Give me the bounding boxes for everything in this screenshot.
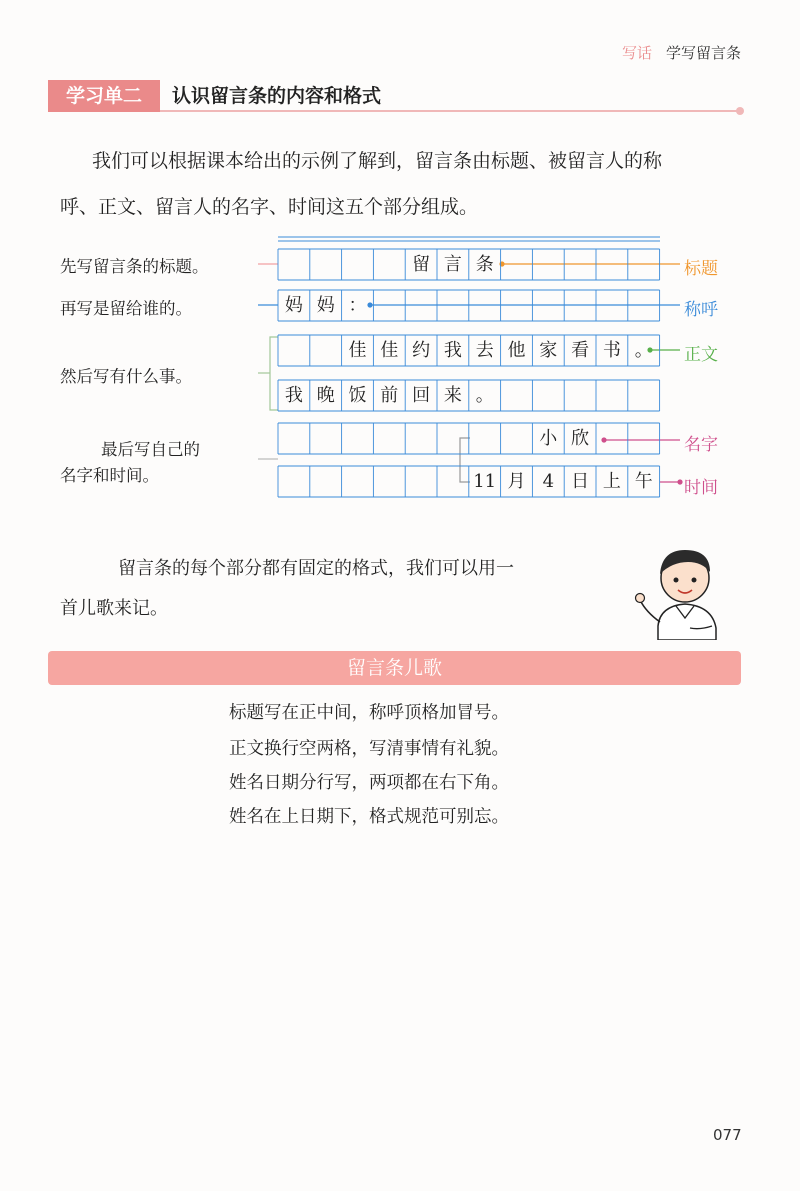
grid-cells [0,0,800,560]
note-title-step: 先写留言条的标题。 [60,257,209,276]
grid-cell: 佳 [380,340,399,361]
grid-cell: 小 [539,428,558,449]
note-salutation-step: 再写是留给谁的。 [60,299,192,318]
grid-cell: 饭 [348,385,367,406]
grid-cell: 留 [412,254,431,275]
note-end-step-line-2: 名字和时间。 [60,466,159,485]
label-name: 名字 [684,435,718,455]
grid-cell: 上 [602,471,621,492]
grid-cell: 约 [412,340,431,361]
grid-cell: 。 [634,340,653,361]
grid-cell: 条 [475,254,494,275]
tip-line-1: 留言条的每个部分都有固定的格式，我们可以用一 [118,558,514,579]
note-end-step-line-1: 最后写自己的 [101,440,200,459]
grid-cell: 晚 [316,385,335,406]
grid-cell: 前 [380,385,399,406]
grid-cell: 佳 [348,340,367,361]
grid-cell: 。 [475,385,494,406]
grid-cell: 妈 [284,295,303,316]
song-line-1: 标题写在正中间，称呼顶格加冒号。 [229,703,509,723]
label-body: 正文 [684,345,718,365]
song-line-2: 正文换行空两格，写清事情有礼貌。 [229,739,509,759]
grid-cell: 我 [284,385,303,406]
grid-cell: 家 [539,340,558,361]
song-line-3: 姓名日期分行写，两项都在右下角。 [229,773,509,793]
grid-cell: 4 [542,471,555,492]
song-title: 留言条儿歌 [346,657,442,679]
grid-cell: ： [348,295,367,316]
grid-cell: 去 [475,340,494,361]
grid-cell: 妈 [316,295,335,316]
grid-cell: 月 [507,471,526,492]
intro-line-2: 呼、正文、留言人的名字、时间这五个部分组成。 [60,196,479,218]
label-time: 时间 [684,478,718,498]
header-topic: 学写留言条 [666,44,742,62]
grid-cell: 他 [507,340,526,361]
tip-line-2: 首儿歌来记。 [60,598,168,619]
section-title: 认识留言条的内容和格式 [172,85,382,107]
page-number: 077 [713,1126,742,1144]
grid-cell: 看 [571,340,590,361]
grid-cell: 言 [443,254,462,275]
grid-cell: 11 [473,471,497,492]
label-salutation: 称呼 [684,300,718,320]
note-body-step: 然后写有什么事。 [60,367,192,386]
grid-cell: 日 [571,471,590,492]
grid-cell: 午 [634,471,653,492]
grid-cell: 回 [412,385,431,406]
song-line-4: 姓名在上日期下，格式规范可别忘。 [229,807,509,827]
header-category: 写话 [622,44,653,62]
label-title: 标题 [684,259,718,279]
grid-cell: 我 [443,340,462,361]
boy-illustration [630,530,740,640]
intro-line-1: 我们可以根据课本给出的示例了解到，留言条由标题、被留言人的称 [92,150,663,172]
grid-cell: 书 [602,340,621,361]
section-badge: 学习单二 [48,80,160,112]
grid-cell: 来 [443,385,462,406]
grid-cell: 欣 [571,428,590,449]
